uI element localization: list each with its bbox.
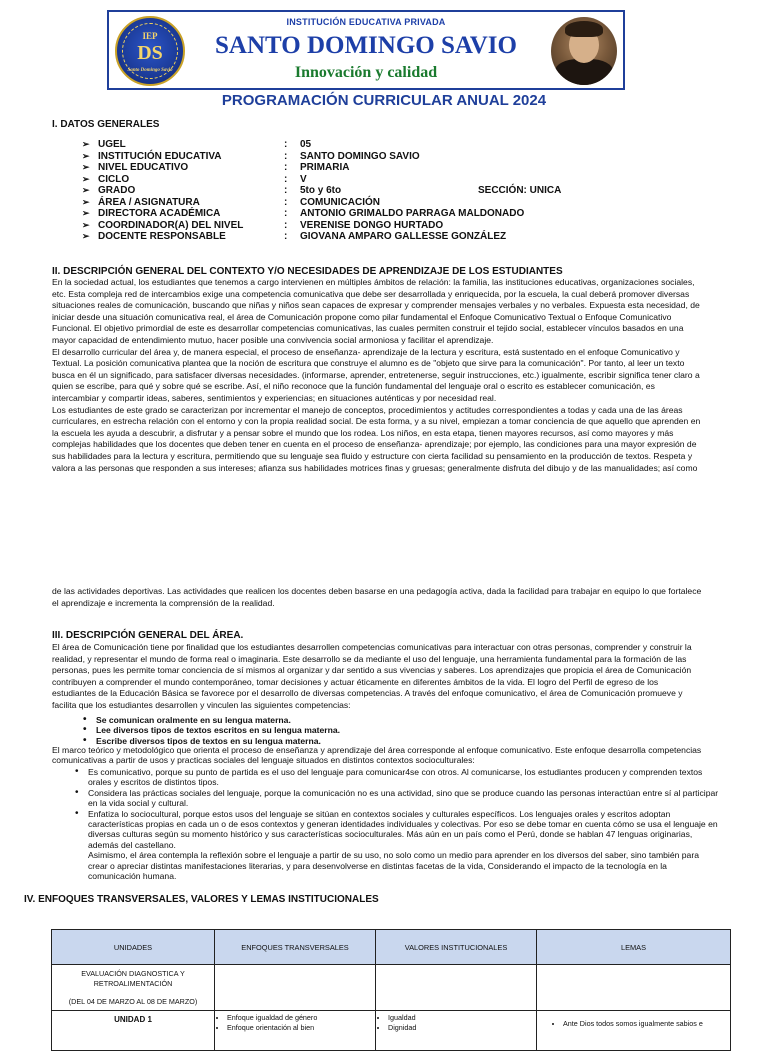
enfoque-item: • Enfoque igualdad de género: [227, 1013, 375, 1023]
arrow-bullet-icon: ➢: [82, 185, 90, 195]
text-line: Textual. La posición comunicativa plantea que la noción de escritura que construye el alumno es de "objeto que sirve para la comunicación". Por tanto, al leer un texto: [52, 358, 685, 369]
approach-item: [88, 809, 760, 882]
text-line: Funcional. El objetivo primordial de este es desarrollar competencias comunicativas, las cuales permiten construir el tejido social, establecer vínculos basados en una: [52, 323, 684, 334]
text-line: características propias en cada un o de esos contextos y generan identidades individuales y colectivas. Por eso se debe tomar en cuenta cómo se usa el lenguaje en: [88, 819, 718, 830]
text-line: Los estudiantes de este grado se caracterizan por incrementar el manejo de conceptos, procedimientos y actitudes correspondientes a todas y cada una de las áreas: [52, 404, 683, 415]
data-row: [82, 185, 742, 197]
text-line: etc. Esta compleja red de intercambios exige una competencia comunicativa que debe ser desarrollada y enriquecida, por la escuela, la cual deberá promover diversas: [52, 288, 690, 299]
arrow-bullet-icon: ➢: [82, 162, 90, 172]
data-label: ÁREA / ASIGNATURA: [98, 196, 200, 208]
text-line: iniciar desde una situación comunicativa real, el área de Comunicación propone como pilar fundamental el Enfoque Comunicativo Textual o Enfoque Comunicativo: [52, 311, 672, 322]
text-line: en la vida social y cultural.: [88, 798, 189, 809]
text-line: contribuyen a comprender el mundo contemporáneo, tomar decisiones y actuar éticamente en diferentes ámbitos de la vida. El logro del Perfil de egreso de los: [52, 676, 659, 687]
data-row: [82, 139, 742, 151]
text-line: el aprendizaje e incrementa la comprensión de la realidad.: [52, 597, 275, 608]
text-line: crear o apreciar distintas manifestaciones literarias, y para desenvolverse en distintas facetas de la vida, Considerando el impacto de la tecnología en la: [88, 860, 667, 871]
data-label: NIVEL EDUCATIVO: [98, 162, 189, 173]
logo-iep-text: IEP: [142, 31, 158, 41]
banner-slogan: Innovación y calidad: [294, 64, 438, 81]
data-row: [82, 162, 742, 174]
section2-continuation: [52, 586, 742, 609]
header-unidades: UNIDADES: [52, 930, 215, 965]
valor-item: • Dignidad: [388, 1023, 536, 1033]
arrow-bullet-icon: ➢: [82, 219, 90, 230]
enfoque-item: • Enfoque orientación al bien: [227, 1023, 375, 1033]
data-value: ANTONIO GRIMALDO PARRAGA MALDONADO: [300, 208, 525, 219]
table-row: [52, 965, 215, 1011]
data-colon: :: [284, 196, 288, 208]
banner-school-name: SANTO DOMINGO SAVIO: [215, 32, 517, 59]
data-label: GRADO: [98, 185, 136, 196]
school-banner: [107, 10, 625, 90]
data-colon: :: [284, 162, 288, 173]
competency-item: • Se comunican oralmente en su lengua materna.: [96, 715, 756, 725]
arrow-bullet-icon: ➢: [82, 196, 90, 207]
data-value: COMUNICACIÓN: [300, 196, 380, 208]
data-row: [82, 208, 742, 220]
unit1-valores: [376, 1011, 537, 1051]
text-line: de las actividades deportivas. Las actividades que realicen los docentes deben basarse en una pedagogía activa, dada la facilidad para trabajar en equipo lo que fortalece: [52, 586, 702, 596]
text-line: • Considera las prácticas sociales del lenguaje, porque la comunicación no es una actividad, sino que se produce cuando las personas interactúan entre sí al participar: [88, 787, 719, 798]
text-line: personas, pues les permite tomar conciencia de sí mismos al organizar y dar sentido a sus vivencias y saberes. Los aprendizajes que propicia el área de Comunicación: [52, 665, 692, 676]
text-line: El área de Comunicación tiene por finalidad que los estudiantes desarrollen competencias comunicativas para interactuar con otras personas, comprender y construir la: [52, 642, 692, 652]
section2-body: [52, 277, 742, 474]
data-value: SANTO DOMINGO SAVIO: [300, 150, 420, 162]
text-line: diversas culturas según su momento histórico y sus características socioculturales. Más aún en un país como el Perú, donde se hablan 47 lenguas originarias,: [88, 829, 693, 840]
text-line: • Es comunicativo, porque su punto de partida es el uso del lenguaje para comunicar4se con otros. Al comunicarse, los estudiantes producen y comprenden textos: [88, 767, 703, 777]
data-label: COORDINADOR(A) DEL NIVEL: [98, 219, 244, 231]
text-line: complejas habilidades que los docentes que deben tener en cuenta en el proceso de enseñanza- aprendizaje; por ejemplo, las condiciones para una mayor expresión de: [52, 439, 697, 450]
arrow-bullet-icon: ➢: [82, 139, 90, 149]
text-line: comunicación humana.: [88, 871, 177, 882]
approach-bullets: [70, 767, 760, 881]
logo-ds-text: DS: [137, 42, 163, 64]
data-value: GIOVANA AMPARO GALLESSE GONZÁLEZ: [300, 231, 507, 242]
text-line: la escuela les ayuda a descubrir, a disfrutar y a pensar sobre el mundo que los rodea. Los niños, en esta etapa, tienen mayores recursos, así como mayores y más: [52, 427, 674, 438]
row1-line: RETROALIMENTACIÓN: [93, 978, 173, 988]
data-label: UGEL: [98, 139, 126, 150]
text-line: facilita que los estudiantes desarrollen y vinculen las siguientes competencias:: [52, 699, 351, 710]
text-line: además del castellano.: [88, 839, 176, 850]
header-enfoques: ENFOQUES TRANSVERSALES: [215, 930, 376, 965]
data-colon: :: [284, 185, 288, 196]
arrow-bullet-icon: ➢: [82, 173, 90, 184]
data-value: VERENISE DONGO HURTADO: [300, 219, 444, 231]
text-line: mayor capacidad de entendimiento mutuo, hacer posible una convivencia social armoniosa y facilitar el aprendizaje.: [52, 334, 494, 345]
data-label: CICLO: [98, 173, 130, 185]
unit1-enfoques: [215, 1011, 376, 1051]
header-valores: VALORES INSTITUCIONALES: [376, 930, 537, 965]
data-value: PRIMARIA: [300, 162, 350, 173]
data-colon: :: [284, 173, 288, 185]
data-row: [82, 220, 742, 232]
arrow-bullet-icon: ➢: [82, 208, 90, 218]
text-line: • Enfatiza lo sociocultural, porque estos usos del lenguaje se sitúan en contextos sociales y culturales específicos. Los lenguajes orales y escritos adoptan: [88, 808, 671, 819]
text-line: valora a las personas que responden a sus intereses; afianza sus habilidades motrices finas y gruesas; generalmente disfruta del dibujo y de las manualidades; así como: [52, 462, 698, 473]
row1-dates: (DEL 04 DE MARZO AL 08 DE MARZO): [68, 996, 198, 1006]
text-line: situaciones reales de comunicación, buscando que niñas y niños sean capaces de expresar y comprender mensajes verbales y no verbales. Expuesta esta necesidad, de: [52, 300, 700, 311]
text-line: El desarrollo curricular del área y, de manera especial, el proceso de enseñanza- aprendizaje de la lectura y escritura, está sustentado en el enfoque Comunicativo y: [52, 346, 680, 357]
document-title: PROGRAMACIÓN CURRICULAR ANUAL 2024: [221, 92, 547, 109]
data-value: 5to y 6to: [300, 185, 342, 196]
logo-ring-text: Santo Domingo Savio: [127, 68, 173, 73]
arrow-bullet-icon: ➢: [82, 150, 90, 161]
data-row: [82, 197, 742, 209]
section3-approach-text: [52, 745, 742, 766]
competency-item: • Lee diversos tipos de textos escritos en su lengua materna.: [96, 725, 756, 735]
text-line: intercambiar y compartir ideas, saberes, sentimientos y experiencias; en situaciones auténticas y por necesidad real.: [52, 392, 497, 403]
data-colon: :: [284, 208, 288, 219]
lema-item: • Ante Dios todos somos igualmente sabios e: [563, 1019, 730, 1029]
approach-item: [88, 767, 760, 788]
data-value: V: [300, 173, 307, 185]
data-label: INSTITUCIÓN EDUCATIVA: [98, 150, 222, 162]
section3-heading: III. DESCRIPCIÓN GENERAL DEL ÁREA.: [52, 630, 244, 641]
data-colon: :: [284, 231, 288, 242]
text-line: En la sociedad actual, los estudiantes que tenemos a cargo intervienen en múltiples ámbitos de relación: la familia, las instituciones educativas, organizaciones sociales,: [52, 277, 695, 287]
text-line: El marco teórico y metodológico que orienta el proceso de enseñanza y aprendizaje del área corresponde al enfoque comunicativo. Este enfoque desarrolla competencias: [52, 745, 702, 755]
unit1-lemas: [537, 1011, 731, 1051]
data-label: DOCENTE RESPONSABLE: [98, 231, 226, 242]
general-data-list: [82, 139, 742, 243]
text-line: orales y escritos de distintos tipos.: [88, 777, 219, 788]
text-line: realidad, y representar el mundo de forma real o imaginaria. Este desarrollo se da mediante el uso del lenguaje, una herramienta fundamental para la formación de las: [52, 653, 687, 664]
competencies-list: [78, 715, 756, 746]
data-value: 05: [300, 139, 312, 150]
unit1-cell: UNIDAD 1: [52, 1011, 215, 1051]
data-row: [82, 151, 742, 163]
values-table: [51, 929, 731, 1051]
section1-heading: I. DATOS GENERALES: [52, 119, 160, 130]
patron-portrait-image: [551, 17, 617, 85]
text-line: Asimismo, el área contempla la reflexión sobre el lenguaje a partir de su uso, no solo como un medio para aprender en los diversos del saber, sino también para: [88, 850, 699, 861]
text-line: quien se escribe, para qué y sobre qué se escribe. Así, el niño reconoce que la función fundamental del lenguaje oral o escrito es establecer comunicación, es: [52, 381, 655, 392]
data-row: [82, 174, 742, 186]
section4-heading: IV. ENFOQUES TRANSVERSALES, VALORES Y LEMAS INSTITUCIONALES: [24, 894, 379, 905]
approach-item: [88, 788, 760, 809]
header-lemas: LEMAS: [537, 930, 731, 965]
section3-body: [52, 642, 742, 712]
section2-heading: II. DESCRIPCIÓN GENERAL DEL CONTEXTO Y/O NECESIDADES DE APRENDIZAJE DE LOS ESTUDIANTES: [52, 266, 563, 277]
competency-item: • Escribe diversos tipos de textos en su lengua materna.: [96, 736, 756, 746]
data-colon: :: [284, 150, 288, 162]
text-line: comunicativas a partir de usos y practicas sociales del lenguaje situados en distintos contextos socioculturales:: [52, 755, 475, 766]
data-extra: SECCIÓN: UNICA: [478, 185, 562, 196]
text-line: sus habilidades para la lectura y escritura, permitiendo que su lenguaje sea fluido y estructure con cierta facilidad su pensamiento en la producción de textos. Respeta y: [52, 450, 693, 461]
text-line: estudiantes de la Educación Básica se favorece por el desarrollo de diversas competencias. A través del enfoque comunicativo, el área de Comunicación promueve y: [52, 688, 683, 699]
text-line: curriculares, en estrecha relación con el entorno y con la propia realidad social. De esta forma, y a su nivel, empiezan a tomar conciencia de que aquello que aprenden en: [52, 416, 701, 427]
data-label: DIRECTORA ACADÉMICA: [98, 208, 221, 219]
text-line: busca en él un significado, para satisfacer diversas necesidades. (informarse, aprender, entretenerse, seguir instrucciones, etc.) igualmente, escribir significa tener claro a: [52, 369, 700, 380]
data-row: [82, 231, 742, 243]
data-colon: :: [284, 139, 288, 150]
row1-line: EVALUACIÓN DIAGNOSTICA Y: [81, 968, 185, 978]
valor-item: • Igualdad: [388, 1013, 536, 1023]
banner-institution-type: INSTITUCIÓN EDUCATIVA PRIVADA: [286, 17, 446, 27]
arrow-bullet-icon: ➢: [82, 231, 90, 241]
data-colon: :: [284, 219, 288, 231]
